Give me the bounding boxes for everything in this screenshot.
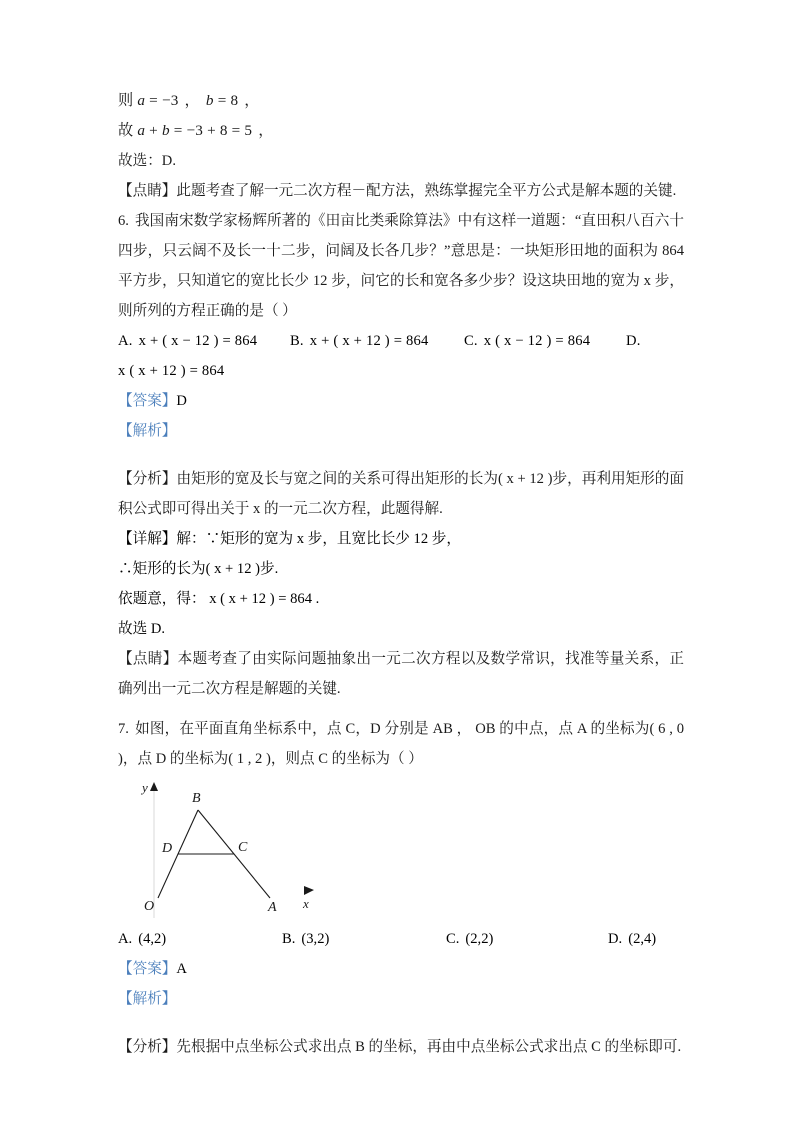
q5-dianjing-paragraph — [118, 176, 684, 206]
q6-jiexi-line — [118, 416, 684, 446]
q6-option-d-letter-wrap[interactable] — [626, 326, 641, 356]
q5-dianjing-label: 【点睛】 — [118, 183, 177, 199]
point-label-d: D — [162, 841, 173, 856]
q7-answer-value: A — [176, 961, 187, 977]
q7-option-b-letter: B. — [282, 931, 296, 947]
q7-option-c-letter: C. — [446, 931, 460, 947]
q6-option-c-letter: C. — [464, 333, 478, 349]
y-axis-label: y — [142, 780, 148, 795]
q6-fenxi-label: 【分析】 — [118, 471, 177, 487]
q7-option-a-letter: A. — [118, 931, 133, 947]
q6-dianjing-paragraph — [118, 644, 684, 704]
q6-fenxi-paragraph — [118, 464, 684, 524]
q6-option-b-letter: B. — [290, 333, 304, 349]
q6-option-c-expr: x ( x − 12 ) = 864 — [483, 333, 591, 349]
coordinate-diagram-svg — [118, 778, 378, 924]
equation-line-a-b: 则 a = −3 ， b = 8 ， — [118, 92, 260, 109]
q6-xiangjie-label: 【详解】 — [118, 531, 177, 547]
spacer-q7-jiexi — [118, 1014, 684, 1032]
x-axis-label: x — [303, 896, 309, 911]
q6-dianjing-text: 本题考查了由实际问题抽象出一元二次方程以及数学常识，找准等量关系，正确列出一元二次方程是解题的关键. — [118, 651, 684, 697]
q6-fenxi-text: 由矩形的宽及长与宽之间的关系可得出矩形的长为( x + 12 )步，再利用矩形的面积公式即可得出关于 x 的一元二次方程，此题得解. — [118, 471, 684, 517]
document-content — [118, 86, 684, 1062]
q5-dianjing-text: 此题考查了解一元二次方程－配方法，熟练掌握完全平方公式是解本题的关键. — [176, 183, 677, 199]
q7-option-a[interactable] — [118, 924, 166, 954]
q7-option-c-expr: (2,2) — [465, 931, 494, 947]
q7-stem-paragraph — [118, 714, 684, 774]
q6-xiangjie-line-4: 故选 D. — [118, 621, 166, 637]
q6-option-d-expr-wrap[interactable] — [118, 356, 224, 386]
q7-fenxi-label: 【分析】 — [118, 1039, 177, 1055]
q6-option-d-letter: D. — [626, 333, 641, 349]
q6-number: 6. — [118, 213, 129, 229]
q6-dianjing-label: 【点睛】 — [118, 651, 178, 667]
q6-xiangjie-line-1 — [118, 524, 684, 554]
q7-option-d-letter: D. — [608, 931, 623, 947]
answer-choice-line: 故选：D. — [118, 153, 176, 169]
q7-jiexi-line — [118, 984, 684, 1014]
q6-options-row-2 — [118, 356, 684, 386]
q6-stem-paragraph — [118, 206, 684, 326]
q6-jiexi-label: 【解析】 — [118, 423, 177, 439]
point-label-c: C — [238, 840, 248, 855]
q6-option-d-expr: x ( x + 12 ) = 864 — [118, 363, 225, 379]
q7-option-a-expr: (4,2) — [138, 931, 167, 947]
q7-fenxi-paragraph — [118, 1032, 684, 1062]
y-axis-arrow-icon — [150, 782, 158, 791]
q7-answer-label: 【答案】 — [118, 961, 177, 977]
x-axis-arrow-icon — [304, 886, 314, 895]
q7-number: 7. — [118, 721, 129, 737]
q6-answer-label: 【答案】 — [118, 393, 177, 409]
q6-option-c[interactable] — [464, 326, 590, 356]
q6-xiangjie-line-3: 依题意，得： x ( x + 12 ) = 864 . — [118, 591, 320, 607]
q6-option-a-letter: A. — [118, 333, 133, 349]
q7-fenxi-text: 先根据中点坐标公式求出点 B 的坐标，再由中点坐标公式求出点 C 的坐标即可. — [176, 1039, 682, 1055]
q6-xiangjie-line-2: ∴矩形的长为( x + 12 )步. — [118, 561, 279, 577]
q6-answer-line — [118, 386, 684, 416]
spacer-q6-jiexi — [118, 446, 684, 464]
q6-option-a[interactable] — [118, 326, 257, 356]
q7-option-d[interactable] — [608, 924, 656, 954]
q7-figure — [118, 778, 684, 924]
point-label-a: A — [268, 900, 277, 915]
equation-line-sum: 故 a + b = −3 + 8 = 5 ， — [118, 122, 274, 139]
q6-xiangjie-text-1: 解：∵矩形的宽为 x 步，且宽比长少 12 步， — [176, 531, 461, 547]
q7-options-row — [118, 924, 684, 954]
q7-option-d-expr: (2,4) — [628, 931, 657, 947]
q7-jiexi-label: 【解析】 — [118, 991, 177, 1007]
q6-options-row-1 — [118, 326, 684, 356]
q7-option-c[interactable] — [446, 924, 493, 954]
point-label-b: B — [192, 791, 201, 806]
spacer-before-q7 — [118, 704, 684, 714]
q6-answer-value: D — [176, 393, 187, 409]
point-label-o: O — [144, 899, 155, 914]
q7-option-b-expr: (3,2) — [301, 931, 330, 947]
q6-option-a-expr: x + ( x − 12 ) = 864 — [138, 333, 258, 349]
q6-option-b-expr: x + ( x + 12 ) = 864 — [309, 333, 429, 349]
q7-stem-text: 如图，在平面直角坐标系中，点 C，D 分别是 AB ， OB 的中点，点 A 的坐标为( 6 , 0 )，点 D 的坐标为( 1 , 2 )，则点 C 的坐标为（ ） — [118, 721, 684, 767]
q7-answer-line — [118, 954, 684, 984]
q6-option-b[interactable] — [290, 326, 428, 356]
q6-stem-text: 我国南宋数学家杨辉所著的《田亩比类乘除算法》中有这样一道题：“直田积八百六十四步，只云阔不及长一十二步，问阔及长各几步？”意思是：一块矩形田地的面积为 864 平方步，只知道它的宽比长少 12 步，问它的长和宽各多少步？设这块田地的宽为 x 步，则所列的方程正确的是（ ） — [118, 213, 684, 319]
q7-option-b[interactable] — [282, 924, 329, 954]
